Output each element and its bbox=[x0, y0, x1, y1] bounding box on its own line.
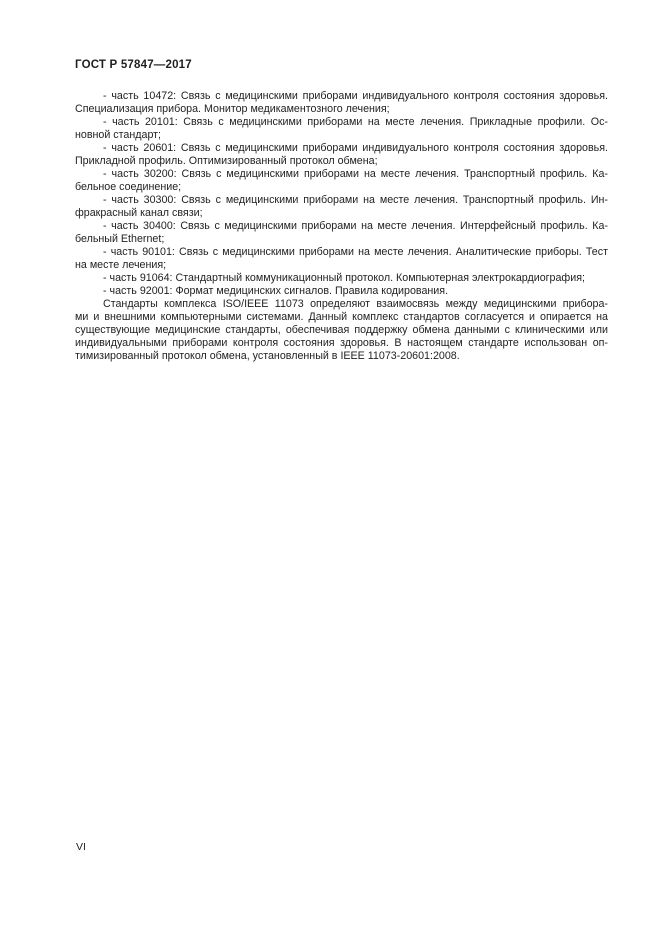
text-line: - часть 91064: Стандартный коммуникационный протокол. Компьютерная электрокардиография; bbox=[103, 272, 585, 284]
text-line: - часть 90101: Связь с медицинскими приборами на месте лечения. Аналитические приборы. Тест bbox=[103, 246, 608, 258]
text-line: существующие медицинские стандарты, обеспечивая поддержку обмена данными с клиническими или bbox=[75, 324, 608, 336]
text-line: индивидуальными приборами контроля состояния здоровья. В настоящем стандарте использован оп- bbox=[75, 337, 608, 349]
paragraph bbox=[75, 272, 608, 285]
text-line: ми и внешними компьютерными системами. Данный комплекс стандартов согласуется и опирается на bbox=[75, 311, 608, 323]
document-header: ГОСТ Р 57847—2017 bbox=[75, 59, 192, 71]
text-line: - часть 20601: Связь с медицинскими приборами индивидуального контроля состояния здоровья. bbox=[103, 142, 608, 154]
text-line: - часть 30200: Связь с медицинскими приборами на месте лечения. Транспортный профиль. Ка- bbox=[103, 168, 608, 180]
paragraph bbox=[75, 194, 608, 220]
paragraph bbox=[75, 285, 608, 298]
text-line: Стандарты комплекса ISO/IEEE 11073 определяют взаимосвязь между медицинскими прибора- bbox=[103, 298, 608, 310]
paragraph bbox=[75, 116, 608, 142]
paragraph bbox=[75, 246, 608, 272]
page-number: VI bbox=[76, 841, 86, 853]
text-line: - часть 20101: Связь с медицинскими приборами на месте лечения. Прикладные профили. Ос- bbox=[103, 116, 608, 128]
paragraph bbox=[75, 298, 608, 363]
paragraph bbox=[75, 168, 608, 194]
text-line: бельное соединение; bbox=[75, 181, 182, 193]
text-line: - часть 30300: Связь с медицинскими приборами на месте лечения. Транспортный профиль. Ин- bbox=[103, 194, 608, 206]
text-line: Специализация прибора. Монитор медикаментозного лечения; bbox=[75, 103, 390, 115]
text-line: тимизированный протокол обмена, установленный в IEEE 11073-20601:2008. bbox=[75, 350, 460, 362]
text-line: - часть 10472: Связь с медицинскими приборами индивидуального контроля состояния здоровья. bbox=[103, 90, 608, 102]
text-line: - часть 92001: Формат медицинских сигналов. Правила кодирования. bbox=[103, 285, 449, 297]
document-body bbox=[75, 90, 608, 363]
paragraph bbox=[75, 142, 608, 168]
text-line: - часть 30400: Связь с медицинскими приборами на месте лечения. Интерфейсный профиль. Ка- bbox=[103, 220, 608, 232]
paragraph bbox=[75, 90, 608, 116]
text-line: новной стандарт; bbox=[75, 129, 162, 141]
text-line: на месте лечения; bbox=[75, 259, 167, 271]
text-line: Прикладной профиль. Оптимизированный протокол обмена; bbox=[75, 155, 378, 167]
text-line: бельный Ethernet; bbox=[75, 233, 165, 245]
text-line: фракрасный канал связи; bbox=[75, 207, 203, 219]
paragraph bbox=[75, 220, 608, 246]
